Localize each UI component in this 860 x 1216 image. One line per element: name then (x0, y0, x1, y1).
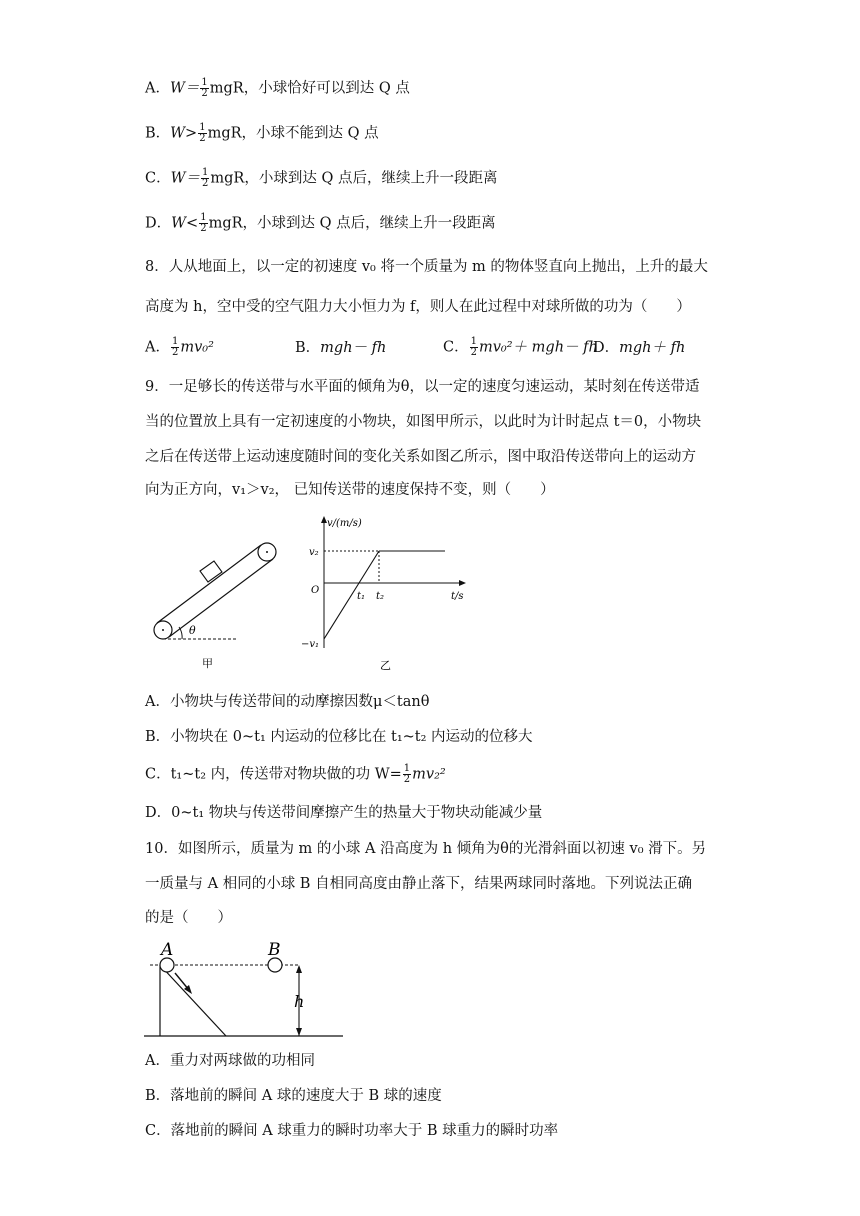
option-text: mgh－ fh (320, 339, 387, 356)
relation: W< (171, 215, 199, 232)
v2-label: v₂ (309, 547, 319, 558)
q8-stem-line-2: 高度为 h，空中受的空气阻力大小恒力为 f，则人在此过程中对球所做的功为（ ） (145, 299, 691, 315)
numerator: 1 (470, 336, 477, 347)
numerator: 1 (200, 212, 207, 223)
q9-stem-line-4: 向为正方向，v₁＞v₂， 已知传送带的速度保持不变，则（ ） (145, 482, 555, 498)
q10-stem-line-1: 10．如图所示，质量为 m 的小球 A 沿高度为 h 倾角为θ的光滑斜面以初速 v₀ 滑下。另 (145, 841, 707, 857)
option-label: D． (593, 339, 620, 356)
numerator: 1 (202, 167, 209, 178)
denominator: 2 (201, 88, 208, 99)
figure-caption-yi: 乙 (380, 659, 391, 672)
q9-option-a: A．小物块与传送带间的动摩擦因数μ＜tanθ (145, 694, 430, 710)
q10-option-a: A．重力对两球做的功相同 (145, 1053, 315, 1069)
option-label: C． (443, 339, 469, 356)
q8-stem-line-1: 8．人从地面上，以一定的初速度 v₀ 将一个质量为 m 的物体竖直向上抛出，上升的最大 (145, 259, 708, 275)
conveyor-belt-figure (145, 530, 295, 680)
option-label: B． (295, 339, 321, 356)
fraction (200, 78, 208, 99)
neg-v1-label: −v₁ (301, 639, 320, 650)
denominator: 2 (171, 347, 179, 358)
label-h: h (294, 992, 305, 1011)
option-text: mgR，小球恰好可以到达 Q 点 (209, 80, 410, 97)
numerator: 1 (199, 122, 206, 133)
q9-stem-line-2: 当的位置放上具有一定初速度的小物块，如图甲所示，以此时为计时起点 t＝0，小物块 (145, 414, 702, 430)
option-label: A． (145, 80, 170, 97)
q8-options (145, 337, 685, 358)
q8-option-a (145, 337, 295, 358)
option-text: mv₀²＋ mgh－ fh (478, 339, 598, 356)
figure-caption-jia: 甲 (202, 657, 213, 670)
fraction (198, 123, 206, 144)
label-b: B (268, 940, 281, 960)
velocity-time-graph (300, 513, 485, 673)
relation: W＝ (169, 80, 200, 97)
q10-option-c: C．落地前的瞬间 A 球重力的瞬时功率大于 B 球重力的瞬时功率 (145, 1123, 559, 1139)
q10-stem-line-3: 的是（ ） (145, 910, 232, 926)
t1-label: t₁ (357, 591, 366, 602)
fraction (470, 337, 478, 358)
q8-option-d (593, 338, 685, 358)
q9-option-c (145, 764, 446, 785)
q9-stem-line-1: 9．一足够长的传送带与水平面的倾角为θ，以一定的速度匀速运动，某时刻在传送带适 (145, 379, 700, 395)
incline-figure (140, 935, 350, 1045)
q7-option-d (145, 213, 496, 234)
fraction (199, 213, 207, 234)
incline-slope (160, 965, 226, 1036)
height-arrow-down (296, 1028, 302, 1036)
theta-label: θ (189, 624, 196, 637)
denominator: 2 (202, 178, 209, 189)
q9-stem-line-3: 之后在传送带上运动速度随时间的变化关系如图乙所示，图中取沿传送带向上的运动方 (145, 449, 696, 465)
t2-label: t₂ (376, 591, 385, 602)
denominator: 2 (470, 347, 477, 358)
option-label: B． (145, 125, 171, 142)
q8-option-c (443, 336, 598, 358)
q9-option-b: B．小物块在 0~t₁ 内运动的位移比在 t₁~t₂ 内运动的位移大 (145, 729, 533, 745)
numerator: 1 (403, 763, 411, 774)
option-text: mgR，小球到达 Q 点后，继续上升一段距离 (210, 170, 498, 187)
t-axis-arrow (459, 580, 466, 586)
relation: W> (170, 125, 198, 142)
t-axis-label: t/s (451, 591, 464, 602)
q8-option-b (295, 338, 443, 358)
relation: W＝ (170, 170, 201, 187)
q7-option-b (145, 123, 379, 144)
q7-option-a (145, 78, 410, 99)
option-text: mgR，小球到达 Q 点后，继续上升一段距离 (208, 215, 496, 232)
option-text: mgR，小球不能到达 Q 点 (207, 125, 379, 142)
option-text-tail: mv₂² (412, 766, 446, 783)
denominator: 2 (403, 774, 411, 785)
v-axis-label: v/(m/s) (327, 518, 362, 529)
option-text: mv₀² (180, 339, 214, 356)
denominator: 2 (200, 223, 207, 234)
lower-pulley-axle (162, 629, 164, 631)
fraction (201, 168, 209, 189)
q10-stem-line-2: 一质量与 A 相同的小球 B 自相同高度由静止落下，结果两球同时落地。下列说法正确 (145, 876, 693, 892)
origin-label: O (311, 585, 320, 596)
upper-pulley-axle (266, 551, 268, 553)
option-label: D． (145, 215, 172, 232)
q7-option-c (145, 168, 497, 189)
block (200, 561, 222, 582)
option-text: C．t₁~t₂ 内，传送带对物块做的功 W= (145, 766, 402, 783)
velocity-ramp (324, 551, 379, 639)
label-a: A (161, 940, 174, 960)
ball-a (160, 958, 174, 972)
numerator: 1 (201, 77, 208, 88)
ball-b (268, 958, 282, 972)
belt-top (157, 545, 261, 623)
option-label: A． (145, 339, 170, 356)
height-arrow-up (296, 965, 302, 973)
q10-option-b: B．落地前的瞬间 A 球的速度大于 B 球的速度 (145, 1088, 442, 1104)
option-label: C． (145, 170, 171, 187)
option-text: mgh＋ fh (619, 339, 686, 356)
q9-option-d: D．0~t₁ 物块与传送带间摩擦产生的热量大于物块动能减少量 (145, 805, 543, 821)
denominator: 2 (199, 133, 206, 144)
numerator: 1 (171, 336, 179, 347)
fraction (403, 764, 411, 785)
fraction (171, 337, 179, 358)
